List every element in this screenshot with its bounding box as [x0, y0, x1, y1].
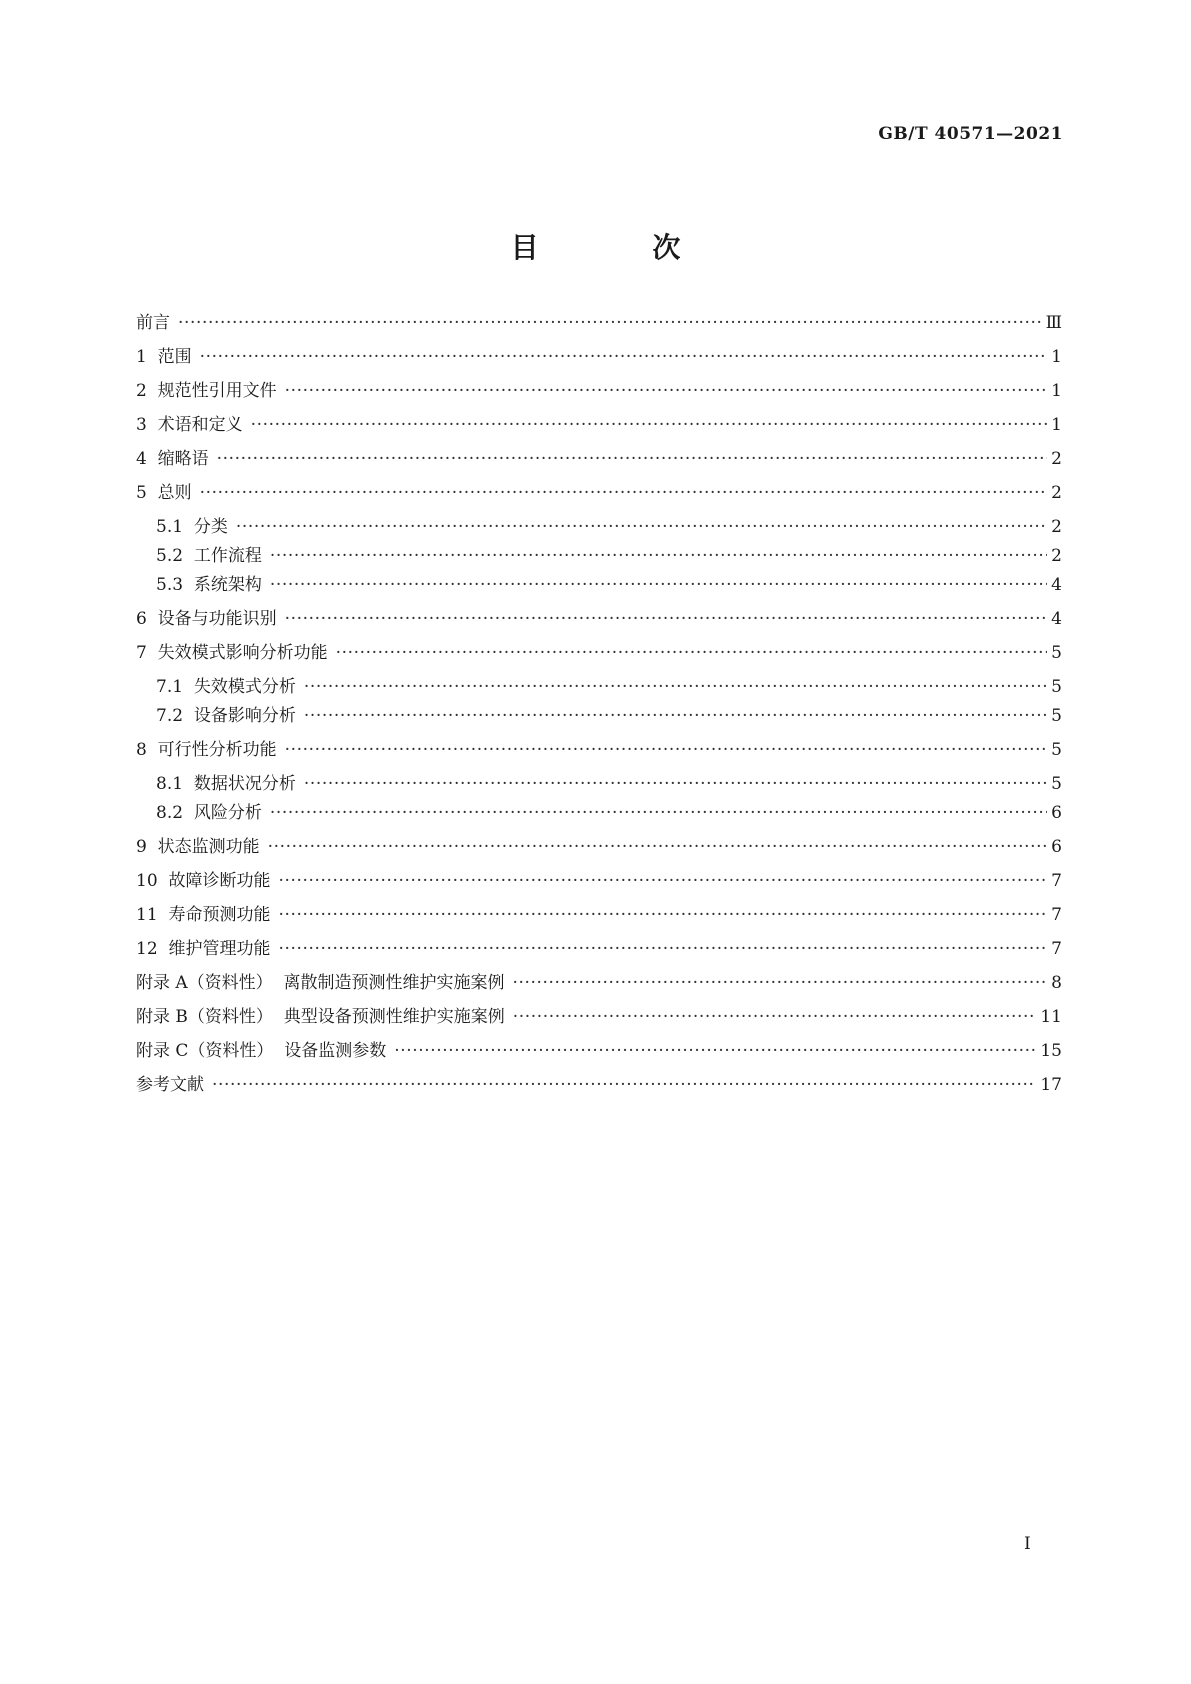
- toc-entry-page: 2: [1051, 517, 1062, 537]
- toc-leader-dots: [285, 606, 1048, 632]
- toc-entry-label: 5.1 分类: [156, 517, 228, 537]
- toc-leader-dots: [200, 480, 1048, 506]
- toc-leader-dots: [285, 378, 1048, 404]
- toc-leader-dots: [270, 543, 1047, 569]
- toc-entry[interactable]: [136, 606, 1062, 632]
- toc-entry-label: 10 故障诊断功能: [136, 871, 271, 891]
- toc-entry-label: 9 状态监测功能: [136, 837, 260, 857]
- toc-entry[interactable]: [136, 902, 1062, 928]
- toc-entry[interactable]: [136, 834, 1062, 860]
- toc-leader-dots: [304, 771, 1047, 797]
- toc-entry[interactable]: [136, 1004, 1062, 1030]
- toc-entry-label: 1 范围: [136, 347, 192, 367]
- toc-leader-dots: [278, 868, 1047, 894]
- toc-entry[interactable]: [136, 737, 1062, 763]
- toc-leader-dots: [251, 412, 1048, 438]
- toc-entry[interactable]: [136, 344, 1062, 370]
- toc-entry-page: 4: [1051, 575, 1062, 595]
- toc-entry-page: 5: [1051, 774, 1062, 794]
- toc-entry-page: 5: [1051, 740, 1062, 760]
- toc-entry-page: 15: [1040, 1041, 1062, 1061]
- toc-leader-dots: [236, 514, 1047, 540]
- toc-entry-label: 4 缩略语: [136, 449, 209, 469]
- toc-entry-page: 6: [1051, 803, 1062, 823]
- toc-entry-label: 7 失效模式影响分析功能: [136, 643, 328, 663]
- toc-leader-dots: [268, 834, 1048, 860]
- toc-entry-page: 5: [1051, 706, 1062, 726]
- toc-entry[interactable]: [136, 1072, 1062, 1098]
- toc-leader-dots: [178, 310, 1042, 336]
- toc-leader-dots: [200, 344, 1048, 370]
- toc-entry-label: 附录 C（资料性） 设备监测参数: [136, 1041, 387, 1061]
- toc-subentry[interactable]: [156, 800, 1062, 826]
- toc-entry-page: 17: [1040, 1075, 1062, 1095]
- toc-leader-dots: [336, 640, 1048, 666]
- toc-entry-label: 5.2 工作流程: [156, 546, 262, 566]
- toc-subentry[interactable]: [156, 514, 1062, 540]
- toc-entry-page: 5: [1051, 677, 1062, 697]
- toc-leader-dots: [217, 446, 1048, 472]
- toc-entry-label: 11 寿命预测功能: [136, 905, 271, 925]
- toc-leader-dots: [285, 737, 1048, 763]
- toc-leader-dots: [513, 970, 1048, 996]
- toc-entry[interactable]: [136, 640, 1062, 666]
- toc-leader-dots: [304, 674, 1047, 700]
- toc-entry-label: 2 规范性引用文件: [136, 381, 277, 401]
- toc-leader-dots: [270, 800, 1047, 826]
- toc-entry[interactable]: [136, 412, 1062, 438]
- toc-entry[interactable]: [136, 378, 1062, 404]
- toc-entry-label: 7.2 设备影响分析: [156, 706, 296, 726]
- toc-entry-page: 2: [1051, 449, 1062, 469]
- toc-leader-dots: [278, 902, 1047, 928]
- toc-entry-page: Ⅲ: [1045, 313, 1062, 333]
- toc-entry[interactable]: [136, 868, 1062, 894]
- toc-leader-dots: [270, 572, 1047, 598]
- toc-entry-page: 1: [1051, 415, 1062, 435]
- toc-leader-dots: [394, 1038, 1036, 1064]
- toc-entry-label: 6 设备与功能识别: [136, 609, 277, 629]
- toc-subentry[interactable]: [156, 674, 1062, 700]
- toc-entry-label: 附录 B（资料性） 典型设备预测性维护实施案例: [136, 1007, 505, 1027]
- toc-entry-page: 6: [1051, 837, 1062, 857]
- toc-entry-page: 4: [1051, 609, 1062, 629]
- toc-entry[interactable]: [136, 446, 1062, 472]
- toc-entry-page: 7: [1051, 871, 1062, 891]
- toc-entry-page: 5: [1051, 643, 1062, 663]
- toc-entry[interactable]: [136, 480, 1062, 506]
- toc-entry-label: 5.3 系统架构: [156, 575, 262, 595]
- toc-entry-label: 前言: [136, 313, 170, 333]
- toc-entry[interactable]: [136, 1038, 1062, 1064]
- toc-entry-label: 参考文献: [136, 1075, 204, 1095]
- toc-subentry[interactable]: [156, 572, 1062, 598]
- document-code: GB/T 40571—2021: [878, 124, 1063, 144]
- toc-subentry[interactable]: [156, 543, 1062, 569]
- toc-leader-dots: [513, 1004, 1037, 1030]
- toc-entry-label: 8.2 风险分析: [156, 803, 262, 823]
- toc-entry-label: 附录 A（资料性） 离散制造预测性维护实施案例: [136, 973, 505, 993]
- toc-entry-page: 8: [1051, 973, 1062, 993]
- toc-entry-label: 8 可行性分析功能: [136, 740, 277, 760]
- toc-leader-dots: [278, 936, 1047, 962]
- toc-leader-dots: [304, 703, 1047, 729]
- toc-subentry[interactable]: [156, 703, 1062, 729]
- toc-subentry[interactable]: [156, 771, 1062, 797]
- toc-entry-page: 2: [1051, 546, 1062, 566]
- toc-entry-page: 1: [1051, 347, 1062, 367]
- toc-entry-label: 8.1 数据状况分析: [156, 774, 296, 794]
- toc-entry-page: 7: [1051, 905, 1062, 925]
- toc-entry[interactable]: [136, 310, 1062, 336]
- toc-entry-page: 7: [1051, 939, 1062, 959]
- toc-entry-label: 5 总则: [136, 483, 192, 503]
- toc-entry-label: 3 术语和定义: [136, 415, 243, 435]
- toc-entry-label: 7.1 失效模式分析: [156, 677, 296, 697]
- toc-leader-dots: [212, 1072, 1036, 1098]
- toc-entry[interactable]: [136, 936, 1062, 962]
- toc-entry-page: 1: [1051, 381, 1062, 401]
- toc-entry-label: 12 维护管理功能: [136, 939, 271, 959]
- toc-entry-page: 11: [1040, 1007, 1062, 1027]
- page-number: I: [1024, 1534, 1031, 1554]
- toc-entry[interactable]: [136, 970, 1062, 996]
- toc-entry-page: 2: [1051, 483, 1062, 503]
- page-title: 目 次: [510, 231, 733, 264]
